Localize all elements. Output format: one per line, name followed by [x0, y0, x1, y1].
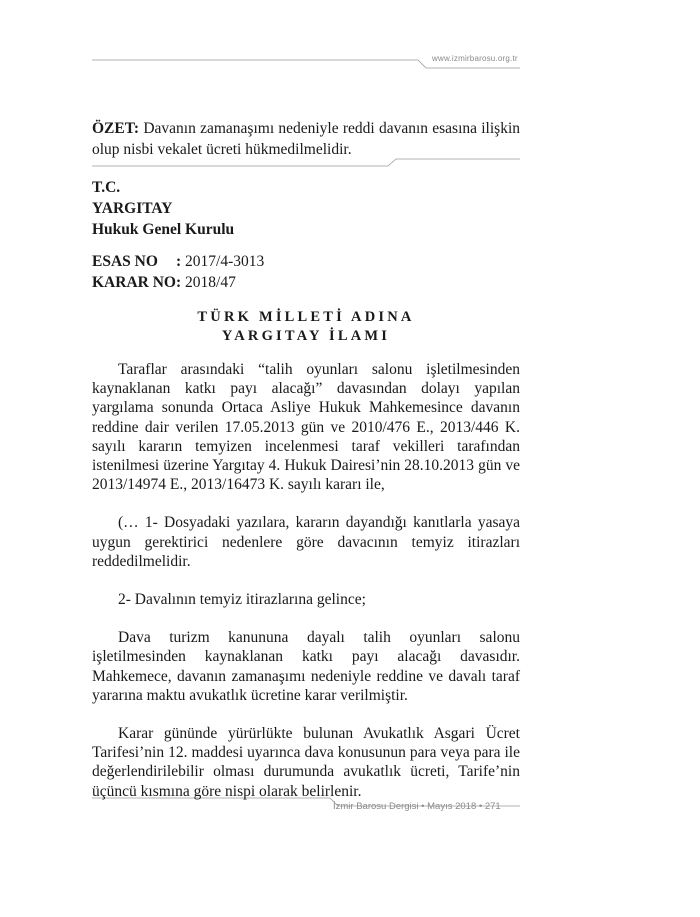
summary-rule [92, 159, 520, 166]
site-url: www.izmirbarosu.org.tr [432, 54, 518, 63]
court-country: T.C. [92, 179, 121, 196]
summary [92, 118, 520, 160]
karar-row: KARAR NO: 2018/47 [92, 274, 236, 291]
karar-label: KARAR NO [92, 274, 176, 291]
body-paragraph: Dava turizm kanununa dayalı talih oyunları salonu işletilmesinden kaynaklanan katkı payı alacağı davasıdır. Mahkemece, davanın zamanaşımı nedeniyle reddine ve davalı taraf yararına maktu avukatlık ücretine karar verilmiştir. [92, 629, 520, 704]
esas-label: ESAS NO [92, 253, 158, 270]
court-name: YARGITAY [92, 200, 173, 217]
case-info [92, 251, 264, 293]
heading-line-2: YARGITAY İLAMI [221, 328, 391, 344]
body-paragraph: (… 1- Dosyadaki yazılara, kararın dayandığı kanıtlarla yasaya uygun gerektirici nedenlere göre davacının temyiz itirazları reddedilmelidir. [92, 514, 520, 570]
decision-heading [92, 308, 520, 346]
summary-label: ÖZET: [92, 120, 140, 137]
summary-text: Davanın zamanaşımı nedeniyle reddi davanın esasına ilişkin olup nisbi vekalet ücreti hükmedilmelidir. [92, 120, 521, 158]
body-paragraph: Taraflar arasındaki “talih oyunları salonu işletilmesinden kaynaklanan katkı payı alacağı” davasından dolayı yapılan yargılama sonunda Ortaca Asliye Hukuk Mahkemesince davanın reddine dair verilen 17.05.2013 gün ve 2010/476 E., 2013/446 K. sayılı kararın temyizen incelenmesi taraf vekilleri tarafından istenilmesi üzerine Yargıtay 4. Hukuk Dairesi’nin 28.10.2013 gün ve 2013/14974 E., 2013/16473 K. sayılı kararı ile, [92, 361, 520, 494]
karar-value: 2018/47 [185, 274, 236, 291]
esas-value: 2017/4-3013 [185, 253, 265, 270]
court-chamber: Hukuk Genel Kurulu [92, 221, 235, 238]
esas-row: ESAS NO : 2017/4-3013 [92, 253, 265, 270]
body-paragraph: Karar gününde yürürlükte bulunan Avukatlık Asgari Ücret Tarifesi’nin 12. maddesi uyarınca dava konusunun para veya para ile değerlendirilebilir olması durumunda avukatlık ücreti, Tarife’nin üçüncü kısmına göre nispi olarak belirlenir. [92, 725, 520, 800]
court-block [92, 177, 234, 240]
page-footer: İzmir Barosu Dergisi • Mayıs 2018 • 271 [333, 801, 501, 812]
decision-body [92, 360, 520, 820]
body-paragraph: 2- Davalının temyiz itirazlarına gelince; [118, 591, 366, 609]
heading-line-1: TÜRK MİLLETİ ADINA [197, 309, 415, 325]
